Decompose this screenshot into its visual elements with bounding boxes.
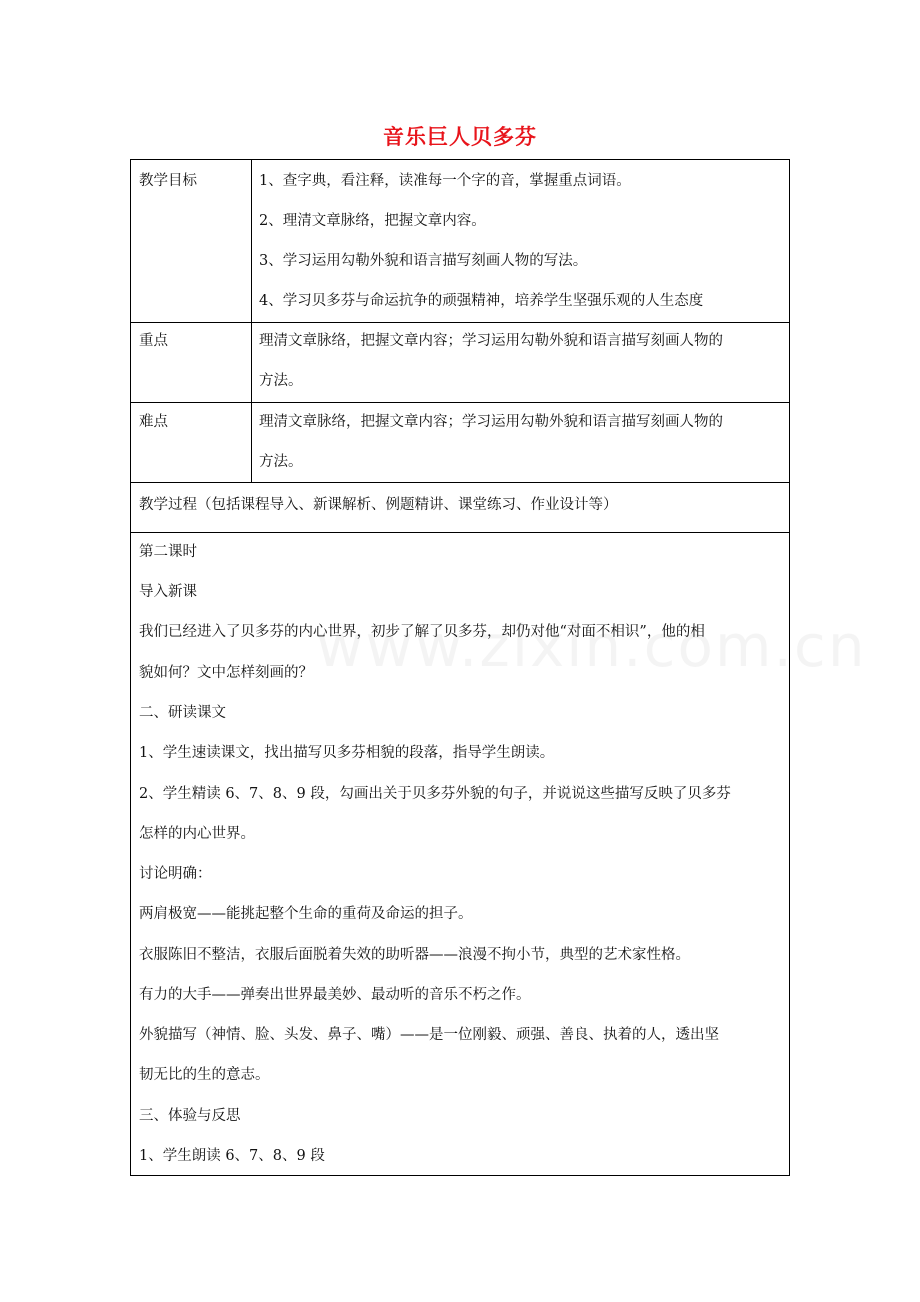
process-line: 外貌描写（神情、脸、头发、鼻子、嘴）——是一位刚毅、顽强、善良、执着的人，透出坚 — [139, 1027, 719, 1043]
row-divider — [130, 482, 790, 483]
lesson-plan-table — [130, 159, 790, 1176]
process-line: 第二课时 — [139, 544, 197, 560]
process-line: 1、学生朗读 6、7、8、9 段 — [139, 1148, 325, 1164]
process-line: 三、体验与反思 — [139, 1108, 241, 1124]
table-border-bottom — [130, 1175, 790, 1176]
column-divider — [251, 159, 252, 483]
page-title: 音乐巨人贝多芬 — [383, 125, 537, 149]
row-divider — [130, 402, 790, 403]
difficulty-text: 方法。 — [259, 454, 303, 470]
table-border-top — [130, 159, 790, 160]
objective-item: 3、学习运用勾勒外貌和语言描写刻画人物的写法。 — [259, 253, 588, 269]
process-line: 貌如何？文中怎样刻画的？ — [139, 665, 313, 681]
difficulty-label: 难点 — [139, 414, 168, 430]
process-header: 教学过程（包括课程导入、新课解析、例题精讲、课堂练习、作业设计等） — [139, 497, 618, 513]
objective-item: 2、理清文章脉络，把握文章内容。 — [259, 213, 486, 229]
process-line: 导入新课 — [139, 584, 197, 600]
row-divider — [130, 532, 790, 533]
process-line: 衣服陈旧不整洁，衣服后面脱着失效的助听器——浪漫不拘小节，典型的艺术家性格。 — [139, 947, 690, 963]
table-border-left — [130, 159, 131, 1176]
objective-item: 1、查字典，看注释，读准每一个字的音，掌握重点词语。 — [259, 173, 631, 189]
objective-item: 4、学习贝多芬与命运抗争的顽强精神，培养学生坚强乐观的人生态度 — [259, 293, 704, 309]
row-divider — [130, 322, 790, 323]
process-line: 两肩极宽——能挑起整个生命的重荷及命运的担子。 — [139, 906, 473, 922]
process-line: 1、学生速读课文，找出描写贝多芬相貌的段落，指导学生朗读。 — [139, 745, 555, 761]
process-line: 有力的大手——弹奏出世界最美妙、最动听的音乐不朽之作。 — [139, 987, 531, 1003]
process-line: 二、研读课文 — [139, 705, 226, 721]
key-point-label: 重点 — [139, 333, 168, 349]
objectives-label: 教学目标 — [139, 173, 197, 189]
difficulty-text: 理清文章脉络，把握文章内容；学习运用勾勒外貌和语言描写刻画人物的 — [259, 414, 723, 430]
process-line: 怎样的内心世界。 — [139, 826, 255, 842]
process-line: 韧无比的生的意志。 — [139, 1067, 270, 1083]
process-line: 讨论明确： — [139, 866, 212, 882]
process-line: 我们已经进入了贝多芬的内心世界，初步了解了贝多芬，却仍对他“对面不相识”，他的相 — [139, 624, 705, 640]
table-border-right — [789, 159, 790, 1176]
key-point-text: 方法。 — [259, 373, 303, 389]
process-line: 2、学生精读 6、7、8、9 段，勾画出关于贝多芬外貌的句子，并说说这些描写反映了贝多芬 — [139, 786, 731, 802]
key-point-text: 理清文章脉络，把握文章内容；学习运用勾勒外貌和语言描写刻画人物的 — [259, 333, 723, 349]
